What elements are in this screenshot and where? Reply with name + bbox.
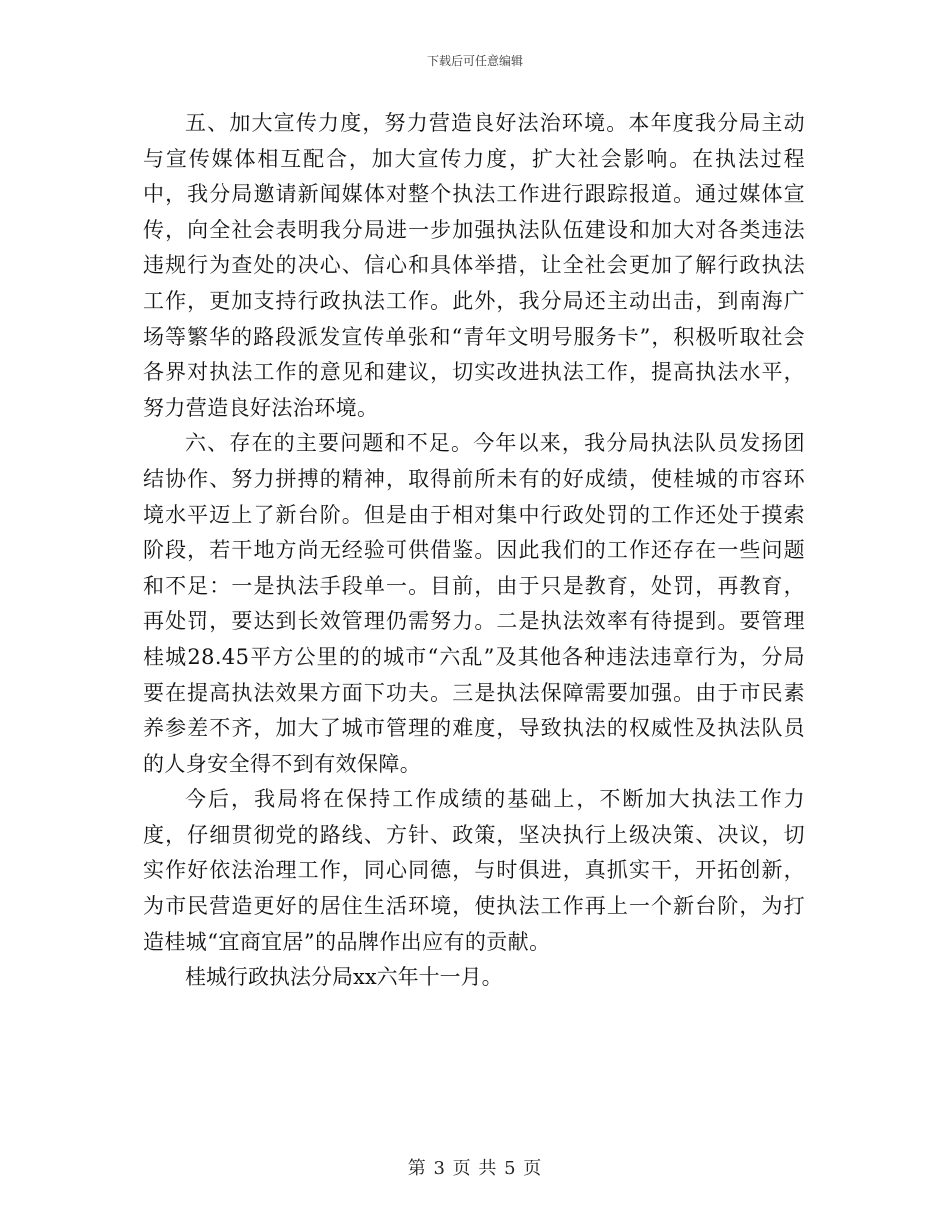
page-header: 下载后可任意编辑: [426, 54, 523, 68]
paragraph-future: 今后，我局将在保持工作成绩的基础上，不断加大执法工作力度，仔细贯彻党的路线、方针、政策，坚决执行上级决策、决议，切实作好依法治理工作，同心同德，与时俱进，真抓实干，开拓创新，为市民营造更好的居住生活环境，使执法工作再上一个新台阶，为打造桂城“宜商宜居”的品牌作出应有的贡献。: [143, 787, 805, 954]
document-body: [143, 106, 805, 996]
signature-line: 桂城行政执法分局xx六年十一月。: [185, 965, 503, 990]
page-number-footer: 第 3 页 共 5 页: [407, 1158, 543, 1179]
paragraph-publicity: 五、加大宣传力度，努力营造良好法治环境。本年度我分局主动与宣传媒体相互配合，加大宣传力度，扩大社会影响。在执法过程中，我分局邀请新闻媒体对整个执法工作进行跟踪报道。通过媒体宣传，向全社会表明我分局进一步加强执法队伍建设和加大对各类违法违规行为查处的决心、信心和具体举措，让全社会更加了解行政执法工作，更加支持行政执法工作。此外，我分局还主动出击，到南海广场等繁华的路段派发宣传单张和“青年文明号服务卡”，积极听取社会各界对执法工作的意见和建议，切实改进执法工作，提高执法水平，努力营造良好法治环境。: [143, 111, 805, 420]
paragraph-problems: 六、存在的主要问题和不足。今年以来，我分局执法队员发扬团结协作、努力拼搏的精神，取得前所未有的好成绩，使桂城的市容环境水平迈上了新台阶。但是由于相对集中行政处罚的工作还处于摸索阶段，若干地方尚无经验可供借鉴。因此我们的工作还存在一些问题和不足：一是执法手段单一。目前，由于只是教育，处罚，再教育，再处罚，要达到长效管理仍需努力。二是执法效率有待提到。要管理桂城28.45平方公里的的城市“六乱”及其他各种违法违章行为，分局要在提高执法效果方面下功夫。三是执法保障需要加强。由于市民素养参差不齐，加大了城市管理的难度，导致执法的权威性及执法队员的人身安全得不到有效保障。: [143, 431, 805, 776]
